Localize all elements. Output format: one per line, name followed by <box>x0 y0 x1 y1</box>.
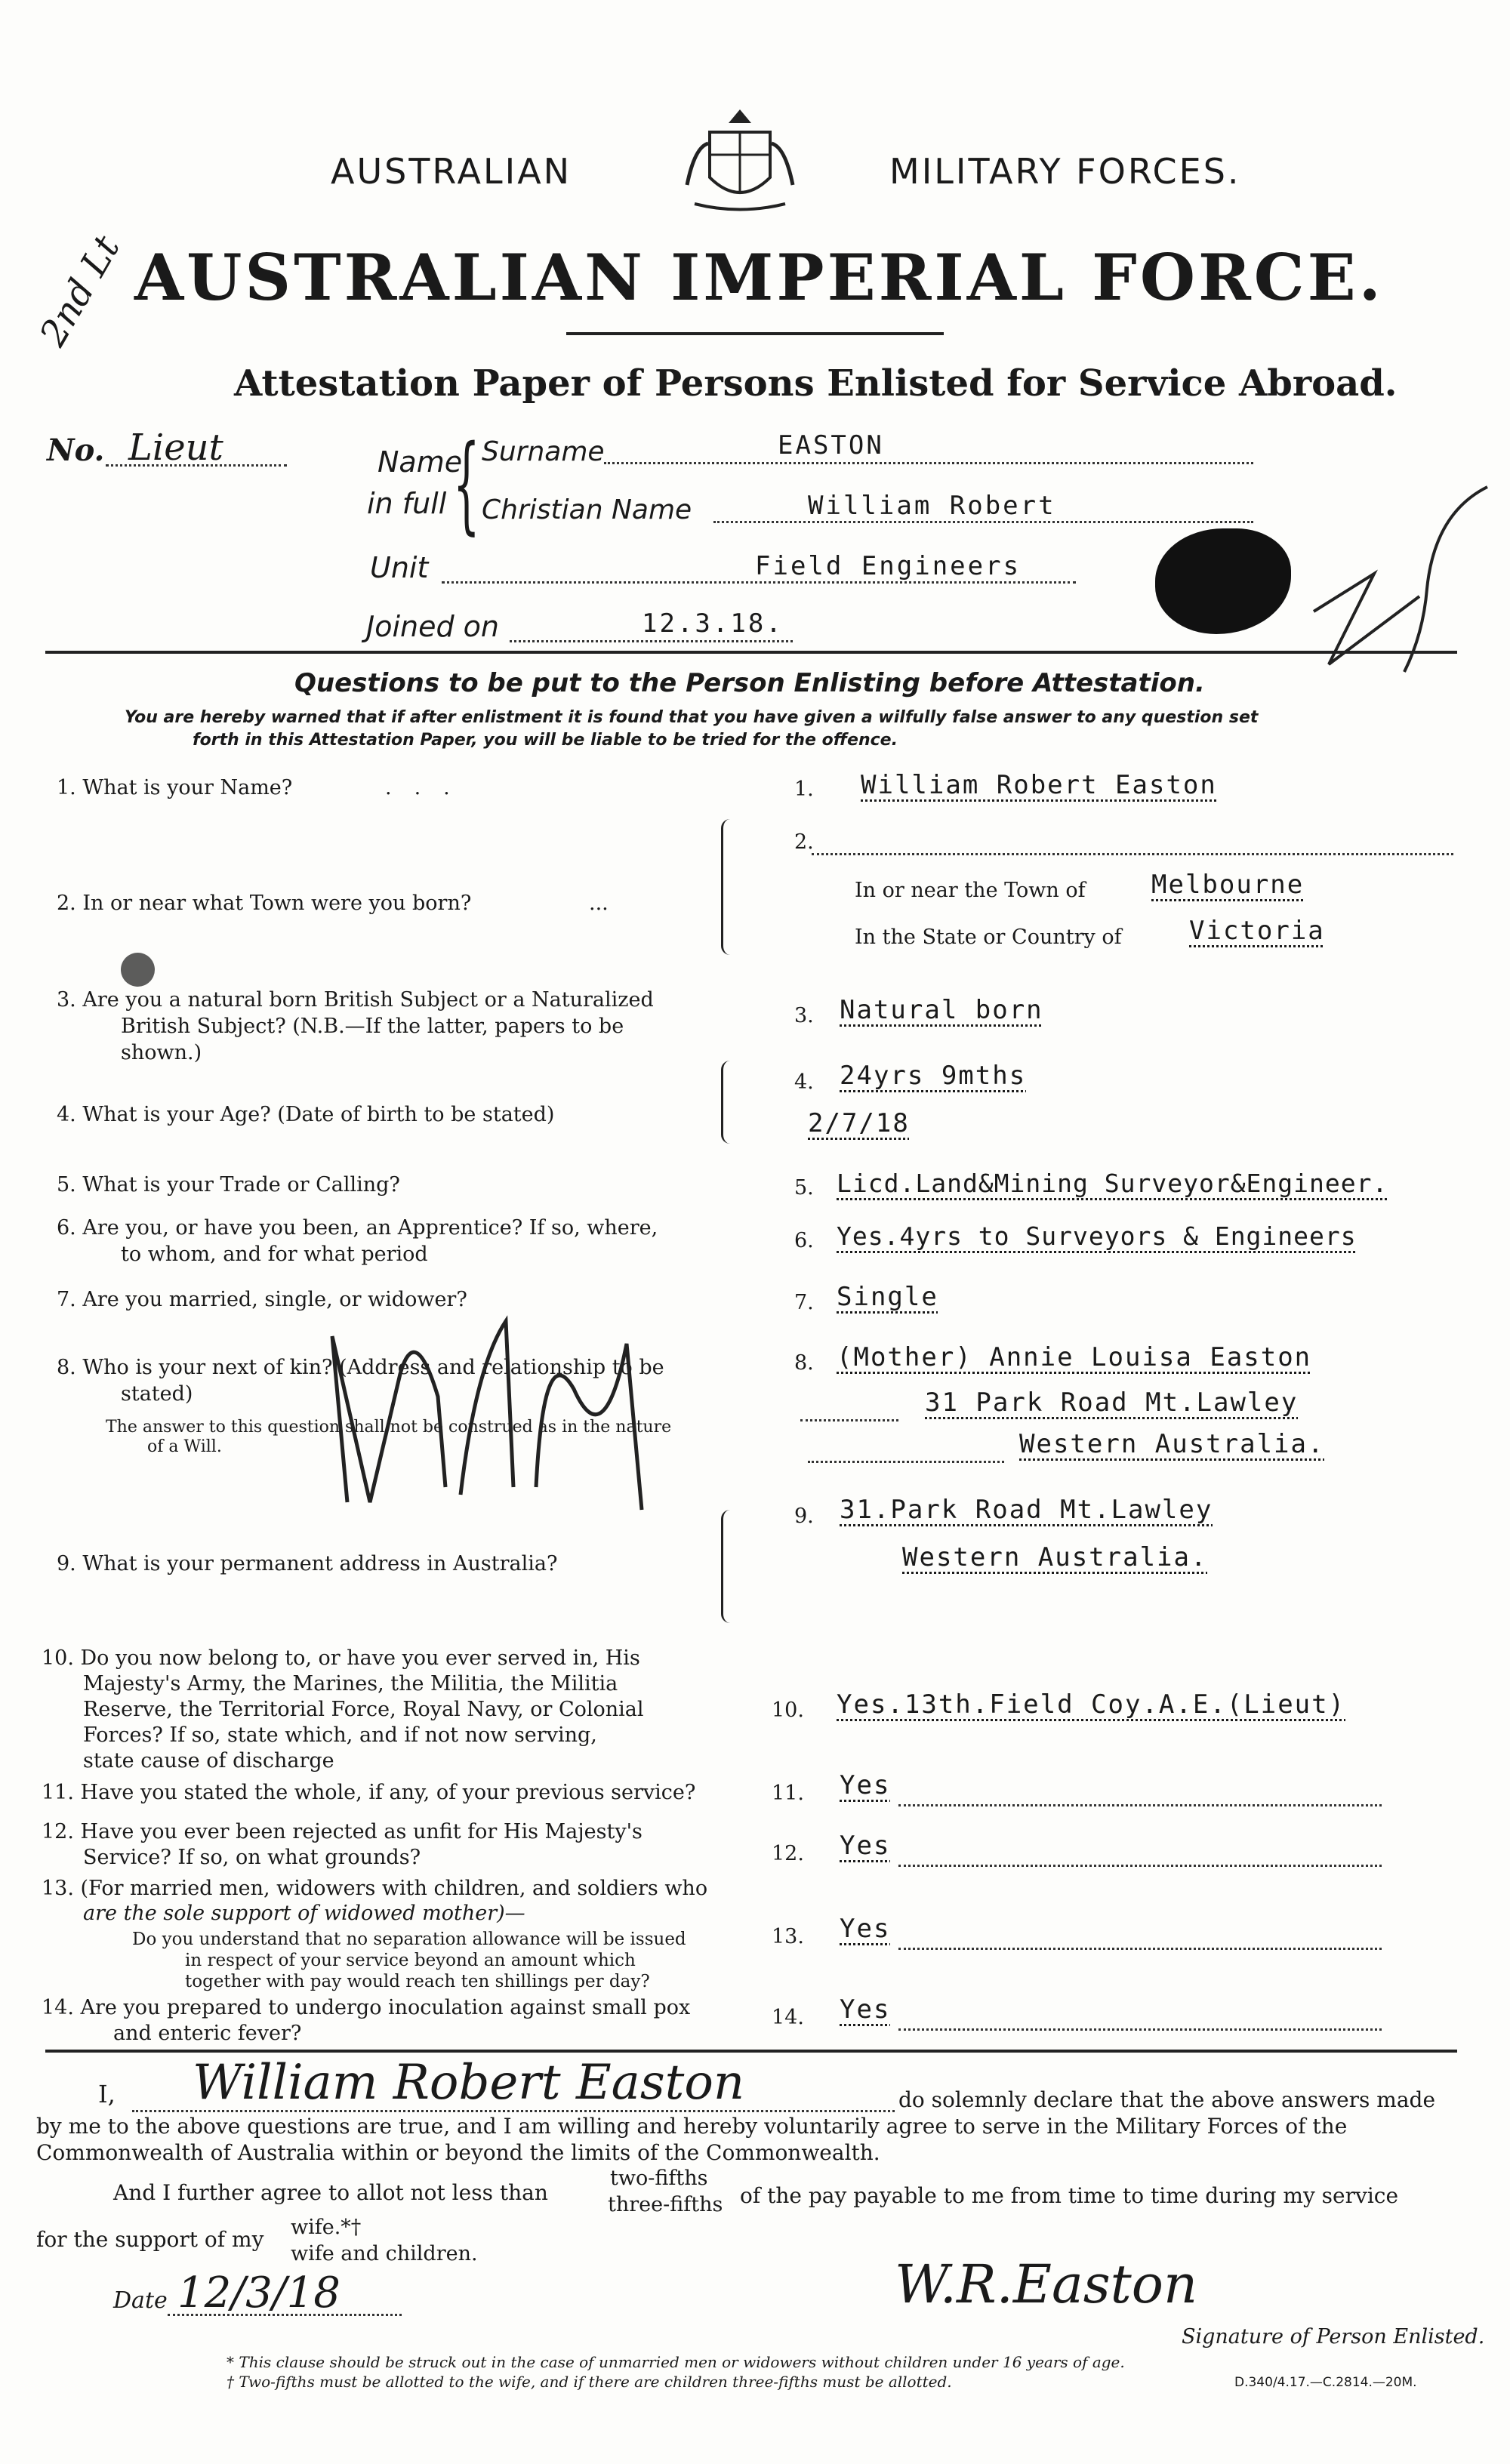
state-label: In the State or Country of <box>855 926 1122 949</box>
answer-8-line-1: (Mother) Annie Louisa Easton <box>837 1342 1312 1372</box>
warning-line-1: You are hereby warned that if after enlistment it is found that you have given a wilfully false answer to any question set <box>125 708 1259 727</box>
question-6-line-a: 6. Are you, or have you been, an Apprentice? If so, where, <box>57 1216 658 1240</box>
question-1: 1. What is your Name? <box>57 776 293 799</box>
answer-num-3: 3. <box>794 1004 814 1027</box>
question-13-line-b: are the sole support of widowed mother)— <box>83 1902 525 1925</box>
questions-rule <box>45 2050 1457 2053</box>
declaration-name-line <box>132 2110 895 2112</box>
declaration-line-2: by me to the above questions are true, and I am willing and hereby voluntarily agree to serve in the Military Forces of the <box>36 2114 1348 2139</box>
form-code: D.340/4.17.—C.2814.—20M. <box>1234 2375 1417 2390</box>
rank-note: 2nd Lt <box>32 228 128 353</box>
enlistee-signature: W.R.Easton <box>895 2253 1198 2315</box>
answer-9-line-2: Western Australia. <box>902 1542 1208 1572</box>
answer-num-13: 13. <box>772 1925 804 1948</box>
header-right: MILITARY FORCES. <box>889 151 1241 192</box>
ink-smudge <box>121 953 155 987</box>
question-6-line-b: to whom, and for what period <box>121 1243 428 1266</box>
brace-4 <box>721 1061 732 1144</box>
declaration-line-3: Commonwealth of Australia within or beyond the limits of the Commonwealth. <box>36 2140 880 2165</box>
answer-num-7: 7. <box>794 1291 814 1314</box>
support-text: for the support of my <box>36 2227 264 2252</box>
answer-7: Single <box>837 1282 938 1312</box>
town-label: In or near the Town of <box>855 879 1086 902</box>
answer-5: Licd.Land&Mining Surveyor&Engineer. <box>837 1169 1388 1198</box>
question-10-line-c: Reserve, the Territorial Force, Royal Navy, or Colonial <box>83 1698 644 1721</box>
joined-line <box>510 640 793 642</box>
answer-8-line-3: Western Australia. <box>1019 1429 1325 1459</box>
date-line <box>168 2314 402 2316</box>
answer-num-9: 9. <box>794 1505 814 1528</box>
three-fifths: three-fifths <box>608 2193 723 2216</box>
answer-11-line <box>898 1804 1382 1806</box>
question-3-line-c: shown.) <box>121 1041 202 1064</box>
joined-value: 12.3.18. <box>642 608 784 639</box>
surname-line <box>604 462 1253 464</box>
header-left: AUSTRALIAN <box>331 151 572 192</box>
answer-4-age: 24yrs 9mths <box>840 1061 1027 1091</box>
answer-num-6: 6. <box>794 1229 814 1252</box>
question-10-line-e: state cause of discharge <box>83 1749 334 1773</box>
warning-line-2: forth in this Attestation Paper, you will be liable to be tried for the offence. <box>193 731 898 750</box>
question-13-line-e: together with pay would reach ten shillings per day? <box>185 1972 650 1991</box>
no-dotted-line <box>106 464 287 467</box>
rank-struck: Lieut <box>128 427 223 469</box>
wife-children-option: wife and children. <box>291 2242 478 2265</box>
question-9: 9. What is your permanent address in Australia? <box>57 1552 558 1575</box>
answer-6: Yes.4yrs to Surveyors & Engineers <box>837 1221 1357 1251</box>
surname-value: EASTON <box>778 430 884 460</box>
question-11: 11. Have you stated the whole, if any, of your previous service? <box>42 1781 696 1804</box>
answer-4-date: 2/7/18 <box>808 1108 910 1138</box>
answer-1: William Robert Easton <box>861 770 1217 800</box>
form-subtitle: Attestation Paper of Persons Enlisted for Service Abroad. <box>234 362 1398 405</box>
no-label: No. <box>47 433 105 468</box>
answer-8-line-blank-2 <box>808 1461 1004 1463</box>
answer-num-8: 8. <box>794 1351 814 1375</box>
christian-name-label: Christian Name <box>482 494 692 525</box>
question-4: 4. What is your Age? (Date of birth to be stated) <box>57 1103 555 1126</box>
answer-8-line-2: 31 Park Road Mt.Lawley <box>925 1388 1299 1418</box>
answer-14-line <box>898 2028 1382 2031</box>
question-10-line-d: Forces? If so, state which, and if not now serving, <box>83 1723 597 1747</box>
allot-text-b: of the pay payable to me from time to time during my service <box>740 2183 1399 2208</box>
ellipsis-2: ... <box>589 892 609 915</box>
question-10-line-a: 10. Do you now belong to, or have you ever served in, His <box>42 1646 640 1670</box>
question-8-line-b: stated) <box>121 1382 193 1406</box>
title-rule <box>566 332 944 335</box>
question-10-line-b: Majesty's Army, the Marines, the Militia, the Militia <box>83 1672 618 1696</box>
question-13-line-c: Do you understand that no separation allowance will be issued <box>132 1930 686 1949</box>
date-value: 12/3/18 <box>177 2268 341 2318</box>
question-3-line-b: British Subject? (N.B.—If the latter, papers to be <box>121 1015 624 1038</box>
answer-12-line <box>898 1865 1382 1867</box>
allot-text-a: And I further agree to allot not less than <box>113 2180 548 2205</box>
two-fifths: two-fifths <box>610 2167 708 2190</box>
coat-of-arms-icon <box>664 102 815 223</box>
in-full-label: in full <box>367 487 447 520</box>
question-13-line-a: 13. (For married men, widowers with children, and soldiers who <box>42 1877 708 1900</box>
question-14-line-a: 14. Are you prepared to undergo inoculation against small pox <box>42 1996 691 2019</box>
question-14-line-b: and enteric fever? <box>113 2022 302 2045</box>
answer-2-line <box>812 853 1453 855</box>
joined-label: Joined on <box>366 610 500 643</box>
scrawl-mark <box>287 1276 740 1540</box>
wife-option: wife.*† <box>291 2216 362 2239</box>
declaration-line-1: do solemnly declare that the above answers made <box>898 2087 1436 2112</box>
ink-blot <box>1155 528 1291 634</box>
answer-3: Natural born <box>840 995 1043 1025</box>
name-brace: { <box>453 423 480 546</box>
questions-heading: Questions to be put to the Person Enlisting before Attestation. <box>294 668 1205 698</box>
name-label: Name <box>378 445 463 479</box>
surname-label: Surname <box>482 436 605 467</box>
answer-8-line-blank <box>800 1419 898 1421</box>
question-12-line-b: Service? If so, on what grounds? <box>83 1846 421 1869</box>
answer-14: Yes <box>840 1994 891 2025</box>
christian-name-value: William Robert <box>808 491 1056 521</box>
answer-num-11: 11. <box>772 1782 804 1805</box>
question-12-line-a: 12. Have you ever been rejected as unfit for His Majesty's <box>42 1820 643 1843</box>
answer-13-line <box>898 1948 1382 1950</box>
answer-13: Yes <box>840 1914 891 1944</box>
answer-num-12: 12. <box>772 1842 804 1865</box>
answer-num-5: 5. <box>794 1176 814 1200</box>
christian-name-line <box>713 521 1253 523</box>
answer-num-4: 4. <box>794 1070 814 1094</box>
footnote-2: † Two-fifths must be allotted to the wife, and if there are children three-fifths must be allotted. <box>226 2373 952 2391</box>
unit-line <box>442 581 1076 584</box>
answer-num-2: 2. <box>794 830 814 854</box>
answer-num-10: 10. <box>772 1699 804 1722</box>
question-13-line-d: in respect of your service beyond an amount which <box>185 1951 636 1970</box>
unit-value: Field Engineers <box>755 551 1022 581</box>
declaration-i: I, <box>98 2080 116 2108</box>
brace-9 <box>721 1510 732 1623</box>
answer-num-1: 1. <box>794 778 814 801</box>
answer-9-line-1: 31.Park Road Mt.Lawley <box>840 1495 1213 1525</box>
answer-10: Yes.13th.Field Coy.A.E.(Lieut) <box>837 1689 1346 1720</box>
answer-2-state: Victoria <box>1189 916 1325 946</box>
form-title: AUSTRALIAN IMPERIAL FORCE. <box>134 240 1384 315</box>
answer-11: Yes <box>840 1770 891 1800</box>
margin-strokes <box>1284 483 1502 679</box>
answer-2-town: Melbourne <box>1151 870 1305 900</box>
question-8-line-a: 8. Who is your next of kin? (Address and relationship to be <box>57 1356 664 1379</box>
footnote-1: * This clause should be struck out in the case of unmarried men or widowers without children under 16 years of age. <box>226 2353 1125 2371</box>
date-label: Date <box>113 2287 168 2314</box>
header-rule <box>45 651 1457 654</box>
answer-12: Yes <box>840 1831 891 1861</box>
unit-label: Unit <box>370 551 429 584</box>
question-8-note-a: The answer to this question shall not be construed as in the nature <box>106 1418 672 1437</box>
question-7: 7. Are you married, single, or widower? <box>57 1288 467 1311</box>
question-5: 5. What is your Trade or Calling? <box>57 1173 400 1197</box>
signature-caption: Signature of Person Enlisted. <box>1182 2325 1485 2348</box>
brace-2 <box>721 819 732 955</box>
declaration-signature-name: William Robert Easton <box>193 2055 745 2111</box>
question-3-line-a: 3. Are you a natural born British Subject or a Naturalized <box>57 988 654 1012</box>
question-2: 2. In or near what Town were you born? <box>57 892 472 915</box>
question-8-note-b: of a Will. <box>147 1437 222 1456</box>
answer-num-14: 14. <box>772 2006 804 2029</box>
ellipsis-1: ... <box>385 776 473 799</box>
